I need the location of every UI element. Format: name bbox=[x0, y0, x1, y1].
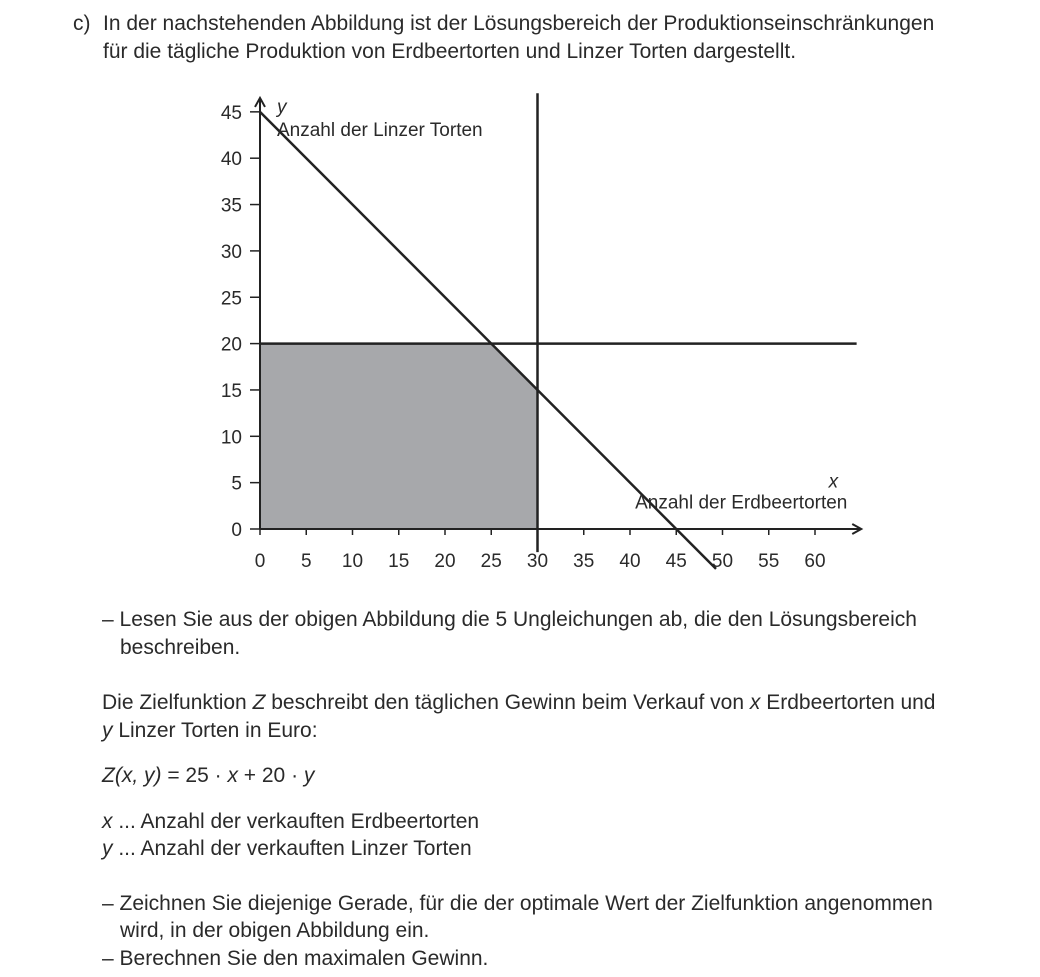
bullet-2-line-1: – Zeichnen Sie diejenige Gerade, für die der optimale Wert der Zielfunktion angenommen bbox=[102, 892, 933, 915]
y-tick-label: 0 bbox=[231, 520, 242, 541]
definition-y-text: ... Anzahl der verkauften Linzer Torten bbox=[112, 837, 472, 860]
objective-text-a: Die Zielfunktion bbox=[102, 691, 253, 714]
definition-x-var: x bbox=[102, 810, 113, 833]
objective-line-2 bbox=[102, 717, 318, 745]
y-tick-label: 5 bbox=[231, 473, 242, 495]
bullet-1-line-2: beschreiben. bbox=[120, 636, 241, 659]
y-axis-label: Anzahl der Linzer Torten bbox=[277, 119, 483, 141]
intro-line-1: In der nachstehenden Abbildung ist der Lösungsbereich der Produktionseinschränkungen bbox=[103, 12, 935, 35]
objective-line-1 bbox=[102, 689, 936, 717]
x-tick-label: 55 bbox=[758, 551, 780, 572]
task-label: c) bbox=[73, 12, 91, 35]
formula-mid: + 20 · bbox=[237, 764, 304, 787]
y-tick-label: 40 bbox=[220, 149, 242, 171]
x-axis-variable: x bbox=[828, 471, 839, 493]
bullet-2-line-2: wird, in der obigen Abbildung ein. bbox=[120, 919, 430, 942]
y-tick-label: 20 bbox=[220, 334, 242, 356]
definition-x bbox=[102, 808, 479, 836]
y-tick-label: 10 bbox=[220, 427, 242, 449]
formula-x: x bbox=[227, 764, 238, 787]
intro-line-2: für die tägliche Produktion von Erdbeertorten und Linzer Torten dargestellt. bbox=[103, 40, 797, 63]
formula-y: y bbox=[303, 764, 315, 787]
x-tick-label: 40 bbox=[619, 551, 641, 572]
y-tick-label: 30 bbox=[220, 241, 242, 263]
objective-var-y: y bbox=[102, 719, 113, 742]
bullet-3: – Berechnen Sie den maximalen Gewinn. bbox=[102, 947, 489, 970]
x-axis-label: Anzahl der Erdbeertorten bbox=[635, 492, 848, 514]
formula-lhs: Z(x, y) bbox=[102, 764, 162, 787]
y-axis-variable: y bbox=[277, 96, 287, 118]
definition-x-text: ... Anzahl der verkauften Erdbeertorten bbox=[112, 810, 480, 833]
y-tick-label: 15 bbox=[220, 380, 242, 402]
formula-rhs: = 25 · bbox=[161, 764, 228, 787]
objective-text-c: Erdbeertorten und bbox=[760, 691, 936, 714]
feasible-region bbox=[260, 344, 538, 529]
objective-text-d: Linzer Torten in Euro: bbox=[112, 719, 318, 742]
objective-formula bbox=[102, 762, 314, 790]
x-tick-label: 60 bbox=[804, 551, 826, 572]
definition-y-var: y bbox=[102, 837, 113, 860]
objective-var-x: x bbox=[749, 691, 761, 714]
x-tick-label: 45 bbox=[665, 551, 687, 572]
bullet-1-line-1: – Lesen Sie aus der obigen Abbildung die 5 Ungleichungen ab, die den Lösungsbereich bbox=[102, 608, 917, 631]
definition-y bbox=[102, 835, 472, 863]
y-tick-label: 25 bbox=[220, 288, 242, 310]
x-tick-label: 25 bbox=[480, 551, 502, 572]
y-tick-label: 35 bbox=[220, 195, 242, 217]
objective-text-b: beschreibt den täglichen Gewinn beim Verkauf von bbox=[265, 691, 750, 714]
x-tick-label: 20 bbox=[434, 551, 456, 572]
x-tick-label: 0 bbox=[254, 551, 266, 572]
x-tick-label: 35 bbox=[573, 551, 595, 572]
x-tick-label: 15 bbox=[388, 551, 410, 572]
x-tick-label: 5 bbox=[300, 551, 312, 572]
objective-var-z: Z bbox=[252, 691, 266, 714]
x-tick-label: 30 bbox=[526, 551, 549, 572]
x-tick-label: 50 bbox=[711, 551, 734, 572]
y-tick-label: 45 bbox=[220, 102, 242, 124]
x-tick-label: 10 bbox=[341, 551, 364, 572]
